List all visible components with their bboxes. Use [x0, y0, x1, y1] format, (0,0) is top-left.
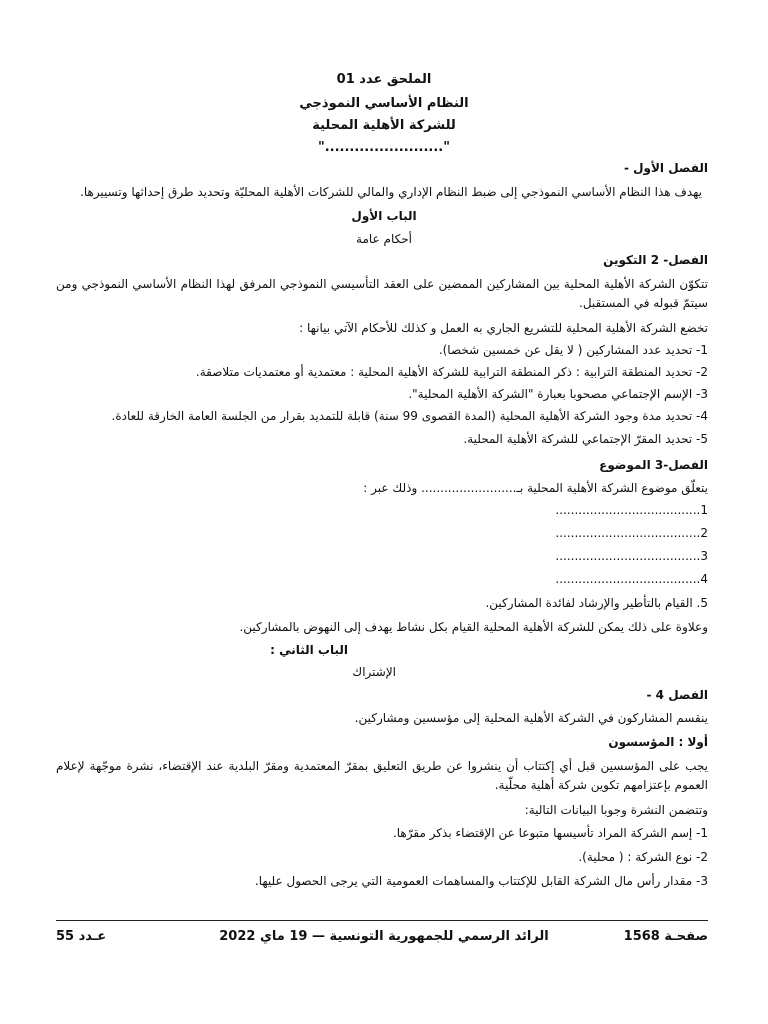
footer-page-number: صفحـة 1568 [623, 929, 708, 944]
document-title: النظام الأساسي النموذجي [299, 96, 469, 111]
chapter-3-item-5: 5. القيام بالتأطير والإرشاد لفائدة المشاركين. [485, 596, 708, 610]
footer-issue-number: عـدد 55 [56, 929, 107, 944]
footer-gazette-title: الرائد الرسمي للجمهورية التونسية — 19 ماي 2022 [219, 929, 549, 944]
part-1-heading: الباب الأول [351, 209, 417, 223]
part-1-subtitle: أحكام عامة [356, 232, 412, 246]
chapter-2-item-2: 2- تحديد المنطقة الترابية : ذكر المنطقة الترابية للشركة الأهلية المحلية : معتمدية أو معتمديات متلاصقة. [195, 365, 708, 379]
founders-paragraph: يجب على المؤسسين قبل أي إكتتاب أن ينشروا عن طريق التعليق بمقرّ المعتمدية ومقرّ البلدية عند الإقتضاء، نشرة موجّهة لإعلام العموم بإعتزامهم تكوين شركة أهلية محلّية. [56, 759, 708, 792]
chapter-3-item-4: 4...................................... [555, 572, 708, 586]
chapter-3-item-2: 2...................................... [555, 526, 708, 540]
chapter-2-text: تتكوّن الشركة الأهلية المحلية بين المشاركين الممضين على العقد التأسيسي النموذجي المرفق لهذا النظام الأساسي النموذجي ومن سيتمّ قبوله في المستقبل. [56, 277, 708, 310]
chapter-3-item-1: 1...................................... [555, 503, 708, 517]
bulletin-item-3: 3- مقدار رأس مال الشركة القابل للإكتتاب والمساهمات العمومية التي يرجى الحصول عليها. [254, 874, 708, 888]
footer-rule [56, 920, 708, 921]
chapter-2-item-4: 4- تحديد مدة وجود الشركة الأهلية المحلية (المدة القصوى 99 سنة) قابلة للتمديد بقرار من الجلسة العامة الخارقة للعادة. [111, 409, 708, 423]
document-subtitle: للشركة الأهلية المحلية [312, 118, 456, 133]
bulletin-item-2: 2- نوع الشركة : ( محلية). [578, 850, 708, 864]
annex-number: الملحق عدد 01 [336, 72, 432, 87]
chapter-2-heading: الفصل- 2 التكوين [603, 253, 708, 267]
bulletin-item-1: 1- إسم الشركة المراد تأسيسها متبوعا عن الإقتضاء بذكر مقرّها. [392, 826, 708, 840]
chapter-1-text: يهدف هذا النظام الأساسي النموذجي إلى ضبط النظام الإداري والمالي للشركات الأهلية المحليّة وتحديد طرق إحداثها وتسييرها. [80, 185, 702, 199]
chapter-3-item-3: 3...................................... [555, 549, 708, 563]
chapter-3-heading: الفصل-3 الموضوع [599, 458, 708, 472]
chapter-2-item-1: 1- تحديد عدد المشاركين ( لا يقل عن خمسين شخصا). [438, 343, 708, 357]
chapter-2-item-3: 3- الإسم الإجتماعي مصحوبا بعبارة "الشركة الأهلية المحلية". [408, 387, 708, 401]
part-2-subtitle: الإشتراك [352, 665, 396, 679]
chapter-2-intro: تخضع الشركة الأهلية المحلية للتشريع الجاري به العمل و كذلك للأحكام الآتي بيانها : [299, 321, 708, 335]
chapter-1-heading: الفصل الأول - [623, 161, 708, 175]
bulletin-intro: وتتضمن النشرة وجوبا البيانات التالية: [524, 803, 708, 817]
chapter-3-intro: يتعلّق موضوع الشركة الأهلية المحلية بـ......................... وذلك عبر : [363, 481, 708, 495]
founders-subheading: أولا : المؤسسون [608, 735, 708, 749]
chapter-4-heading: الفصل 4 - [646, 688, 708, 702]
chapter-2-item-5: 5- تحديد المقرّ الإجتماعي للشركة الأهلية المحلية. [463, 432, 708, 446]
part-2-heading: الباب الثاني : [270, 643, 348, 657]
company-name-placeholder: "........................" [317, 140, 451, 155]
chapter-3-closing: وعلاوة على ذلك يمكن للشركة الأهلية المحلية القيام بكل نشاط يهدف إلى النهوض بالمشاركين. [239, 620, 708, 634]
chapter-4-text: ينقسم المشاركون في الشركة الأهلية المحلية إلى مؤسسين ومشاركين. [354, 711, 708, 725]
